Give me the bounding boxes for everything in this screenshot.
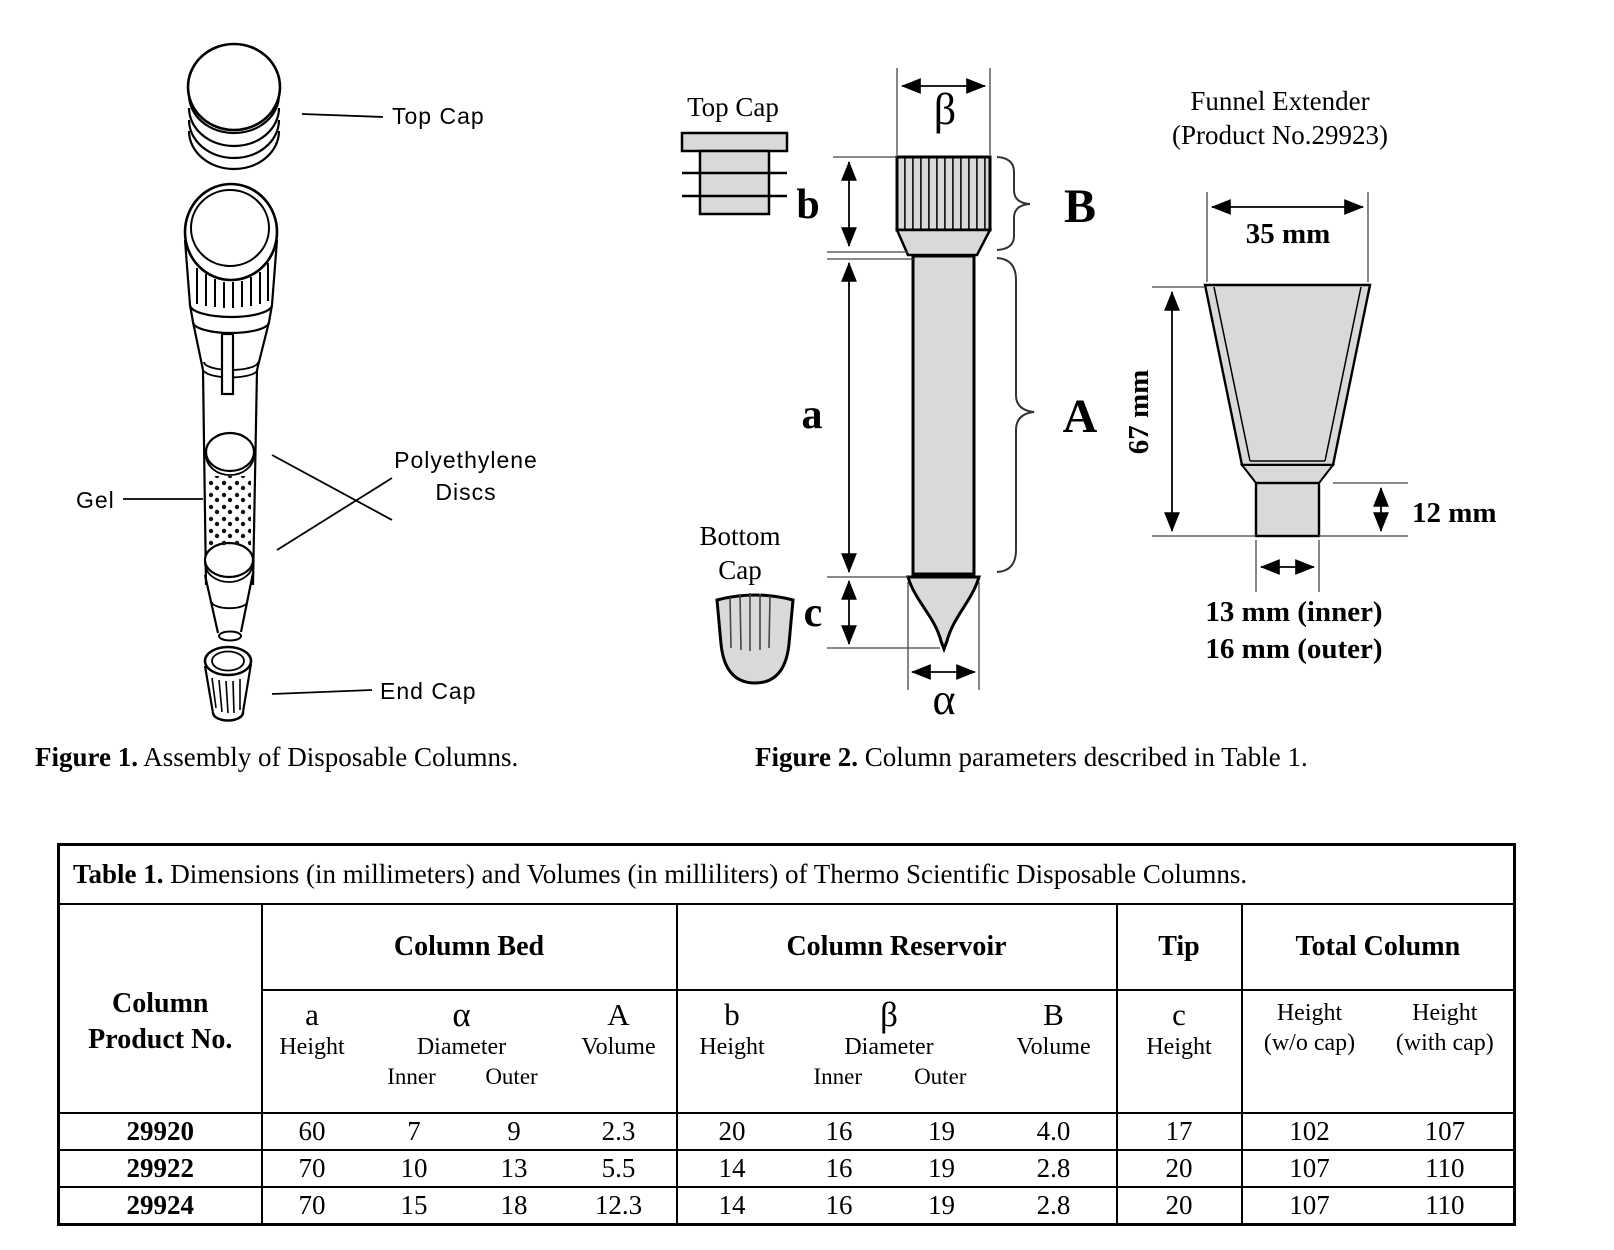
group-header-total-column: Total Column <box>1242 904 1515 990</box>
fig1-label-discs-line2: Discs <box>435 479 497 505</box>
group-header-tip: Tip <box>1117 904 1242 990</box>
table1-title-text: Dimensions (in millimeters) and Volumes (in milliliters) of Thermo Scientific Disposable Columns. <box>170 859 1248 889</box>
funnel-outer-label: 16 mm (outer) <box>1205 633 1383 665</box>
figure2-caption-text: Column parameters described in Table 1. <box>864 742 1308 772</box>
subheader-with-line2: (with cap) <box>1395 1030 1494 1056</box>
subheader-letter-a: a <box>305 997 319 1032</box>
fig2-label-bottom-line1: Bottom <box>699 521 781 551</box>
figure2-diagram <box>682 68 1034 690</box>
fig2-label-beta: β <box>933 85 957 134</box>
subheader-inner: Inner <box>387 1064 436 1089</box>
cell-value: 10 <box>362 1150 467 1187</box>
cell-value: 18 <box>500 1190 528 1220</box>
subheader-alpha-diameter <box>362 990 562 1113</box>
cell-value: 70 <box>262 1150 362 1187</box>
fig1-label-top-cap: Top Cap <box>392 103 485 129</box>
cell-value: 4.0 <box>992 1113 1117 1150</box>
cell-value: 107 <box>1377 1113 1515 1150</box>
figure1-caption-number: Figure 1. <box>35 742 138 772</box>
subheader-letter-c: c <box>1172 997 1186 1032</box>
fig1-label-end-cap: End Cap <box>380 678 477 704</box>
cell-value: 19 <box>892 1113 992 1150</box>
subheader-letter-alpha: α <box>452 995 471 1034</box>
funnel-diagram <box>1152 192 1408 592</box>
fig1-label-gel: Gel <box>76 487 115 513</box>
table-row <box>59 1113 1515 1150</box>
figure1-caption-text: Assembly of Disposable Columns. <box>143 742 519 772</box>
subheader-word-height3: Height <box>1146 1034 1212 1060</box>
subheader-A-volume <box>562 990 677 1113</box>
figure2-caption <box>755 742 1308 773</box>
cell-value: 9 <box>467 1113 562 1150</box>
fig2-label-a: a <box>801 392 823 438</box>
fig1-column-body-shape <box>185 184 277 641</box>
funnel-title-line1: Funnel Extender <box>1190 86 1370 116</box>
cell-value: 2.8 <box>1036 1190 1071 1220</box>
header-column-product-no <box>59 904 262 1113</box>
funnel-inner-label: 13 mm (inner) <box>1205 596 1383 628</box>
subheader-beta-diameter <box>787 990 992 1113</box>
cell-value: 2.3 <box>562 1113 677 1150</box>
fig2-braces <box>997 157 1034 572</box>
cell-value: 102 <box>1242 1113 1377 1150</box>
fig2-column-shape <box>897 157 990 649</box>
fig2-label-bottom-line2: Cap <box>718 555 762 585</box>
fig2-label-A: A <box>1062 390 1098 443</box>
cell-value: 110 <box>1425 1190 1465 1220</box>
subheader-word-diameter: Diameter <box>416 1034 507 1060</box>
cell-value: 13 <box>467 1150 562 1187</box>
cell-value: 70 <box>262 1187 362 1225</box>
subheader-word-volume2: Volume <box>1016 1034 1091 1060</box>
fig2-bottom-cap-shape <box>717 593 793 683</box>
subheader-height-with-cap <box>1377 990 1515 1113</box>
product-header-line2: Product No. <box>88 1023 233 1055</box>
cell-value: 19 <box>892 1150 992 1187</box>
subheader-wo-line2: (w/o cap) <box>1263 1030 1356 1056</box>
cell-product: 29922 <box>59 1150 262 1187</box>
cell-value: 17 <box>1117 1113 1242 1150</box>
fig2-label-alpha: α <box>932 675 956 724</box>
subheader-with-line1: Height <box>1412 1000 1478 1026</box>
cell-value: 20 <box>1117 1150 1242 1187</box>
cell-value: 7 <box>362 1113 467 1150</box>
funnel-stem-label: 12 mm <box>1412 497 1497 529</box>
fig1-gel-shape <box>209 476 251 546</box>
subheader-c-height <box>1117 990 1242 1113</box>
subheader-letter-B: B <box>1043 997 1064 1032</box>
subheader-letter-beta: β <box>880 995 898 1034</box>
cell-value: 19 <box>928 1190 955 1220</box>
cell-value: 14 <box>677 1187 787 1225</box>
cell-value: 16 <box>825 1190 853 1220</box>
figure1-diagram <box>123 44 392 721</box>
funnel-height-label: 67 mm <box>1123 369 1155 455</box>
product-header-line1: Column <box>112 987 209 1019</box>
table-row <box>59 1187 1515 1225</box>
cell-value: 2.8 <box>992 1150 1117 1187</box>
subheader-letter-A: A <box>607 997 630 1032</box>
cell-value: 14 <box>677 1150 787 1187</box>
figure1-caption <box>35 742 518 773</box>
subheader-word-diameter2: Diameter <box>844 1034 934 1060</box>
cell-value: 107 <box>1242 1187 1377 1225</box>
subheader-height-wo-cap <box>1242 990 1377 1113</box>
fig1-end-cap-shape <box>205 647 251 721</box>
table-row <box>59 1150 1515 1187</box>
fig2-top-cap-shape <box>682 133 787 214</box>
fig2-label-c: c <box>803 590 823 636</box>
cell-value: 107 <box>1242 1150 1377 1187</box>
figure2-caption-number: Figure 2. <box>755 742 858 772</box>
subheader-word-height2: Height <box>699 1034 765 1060</box>
fig2-label-b: b <box>796 182 820 228</box>
cell-value: 20 <box>677 1113 787 1150</box>
cell-product: 29924 <box>126 1190 194 1220</box>
fig2-label-B: B <box>1063 180 1097 233</box>
cell-value: 110 <box>1377 1150 1515 1187</box>
cell-value: 60 <box>262 1113 362 1150</box>
subheader-word-height: Height <box>279 1034 345 1060</box>
subheader-inner2: Inner <box>813 1064 863 1089</box>
fig2-label-top-cap: Top Cap <box>687 92 779 122</box>
cell-value: 20 <box>1117 1187 1242 1225</box>
table1-title-number: Table 1. <box>73 859 164 889</box>
group-header-column-bed: Column Bed <box>262 904 677 990</box>
cell-value: 15 <box>400 1190 428 1220</box>
cell-product: 29920 <box>59 1113 262 1150</box>
group-header-column-reservoir: Column Reservoir <box>677 904 1117 990</box>
fig1-top-cap-shape <box>188 44 280 169</box>
subheader-B-volume <box>992 990 1117 1113</box>
subheader-outer: Outer <box>485 1064 538 1089</box>
table1 <box>57 843 1516 1226</box>
subheader-a-height <box>262 990 362 1113</box>
cell-value: 5.5 <box>562 1150 677 1187</box>
subheader-outer2: Outer <box>914 1064 967 1089</box>
cell-value: 16 <box>787 1113 892 1150</box>
subheader-letter-b: b <box>724 997 740 1032</box>
subheader-b-height <box>677 990 787 1113</box>
fig1-label-discs-line1: Polyethylene <box>394 447 538 473</box>
table1-title <box>59 845 1515 905</box>
cell-value: 12.3 <box>594 1190 643 1220</box>
funnel-width-label: 35 mm <box>1245 218 1331 250</box>
funnel-title-line2: (Product No.29923) <box>1172 120 1388 150</box>
subheader-word-volume: Volume <box>581 1034 656 1060</box>
subheader-wo-line1: Height <box>1276 1000 1343 1026</box>
funnel-shape <box>1205 285 1370 536</box>
cell-value: 16 <box>787 1150 892 1187</box>
